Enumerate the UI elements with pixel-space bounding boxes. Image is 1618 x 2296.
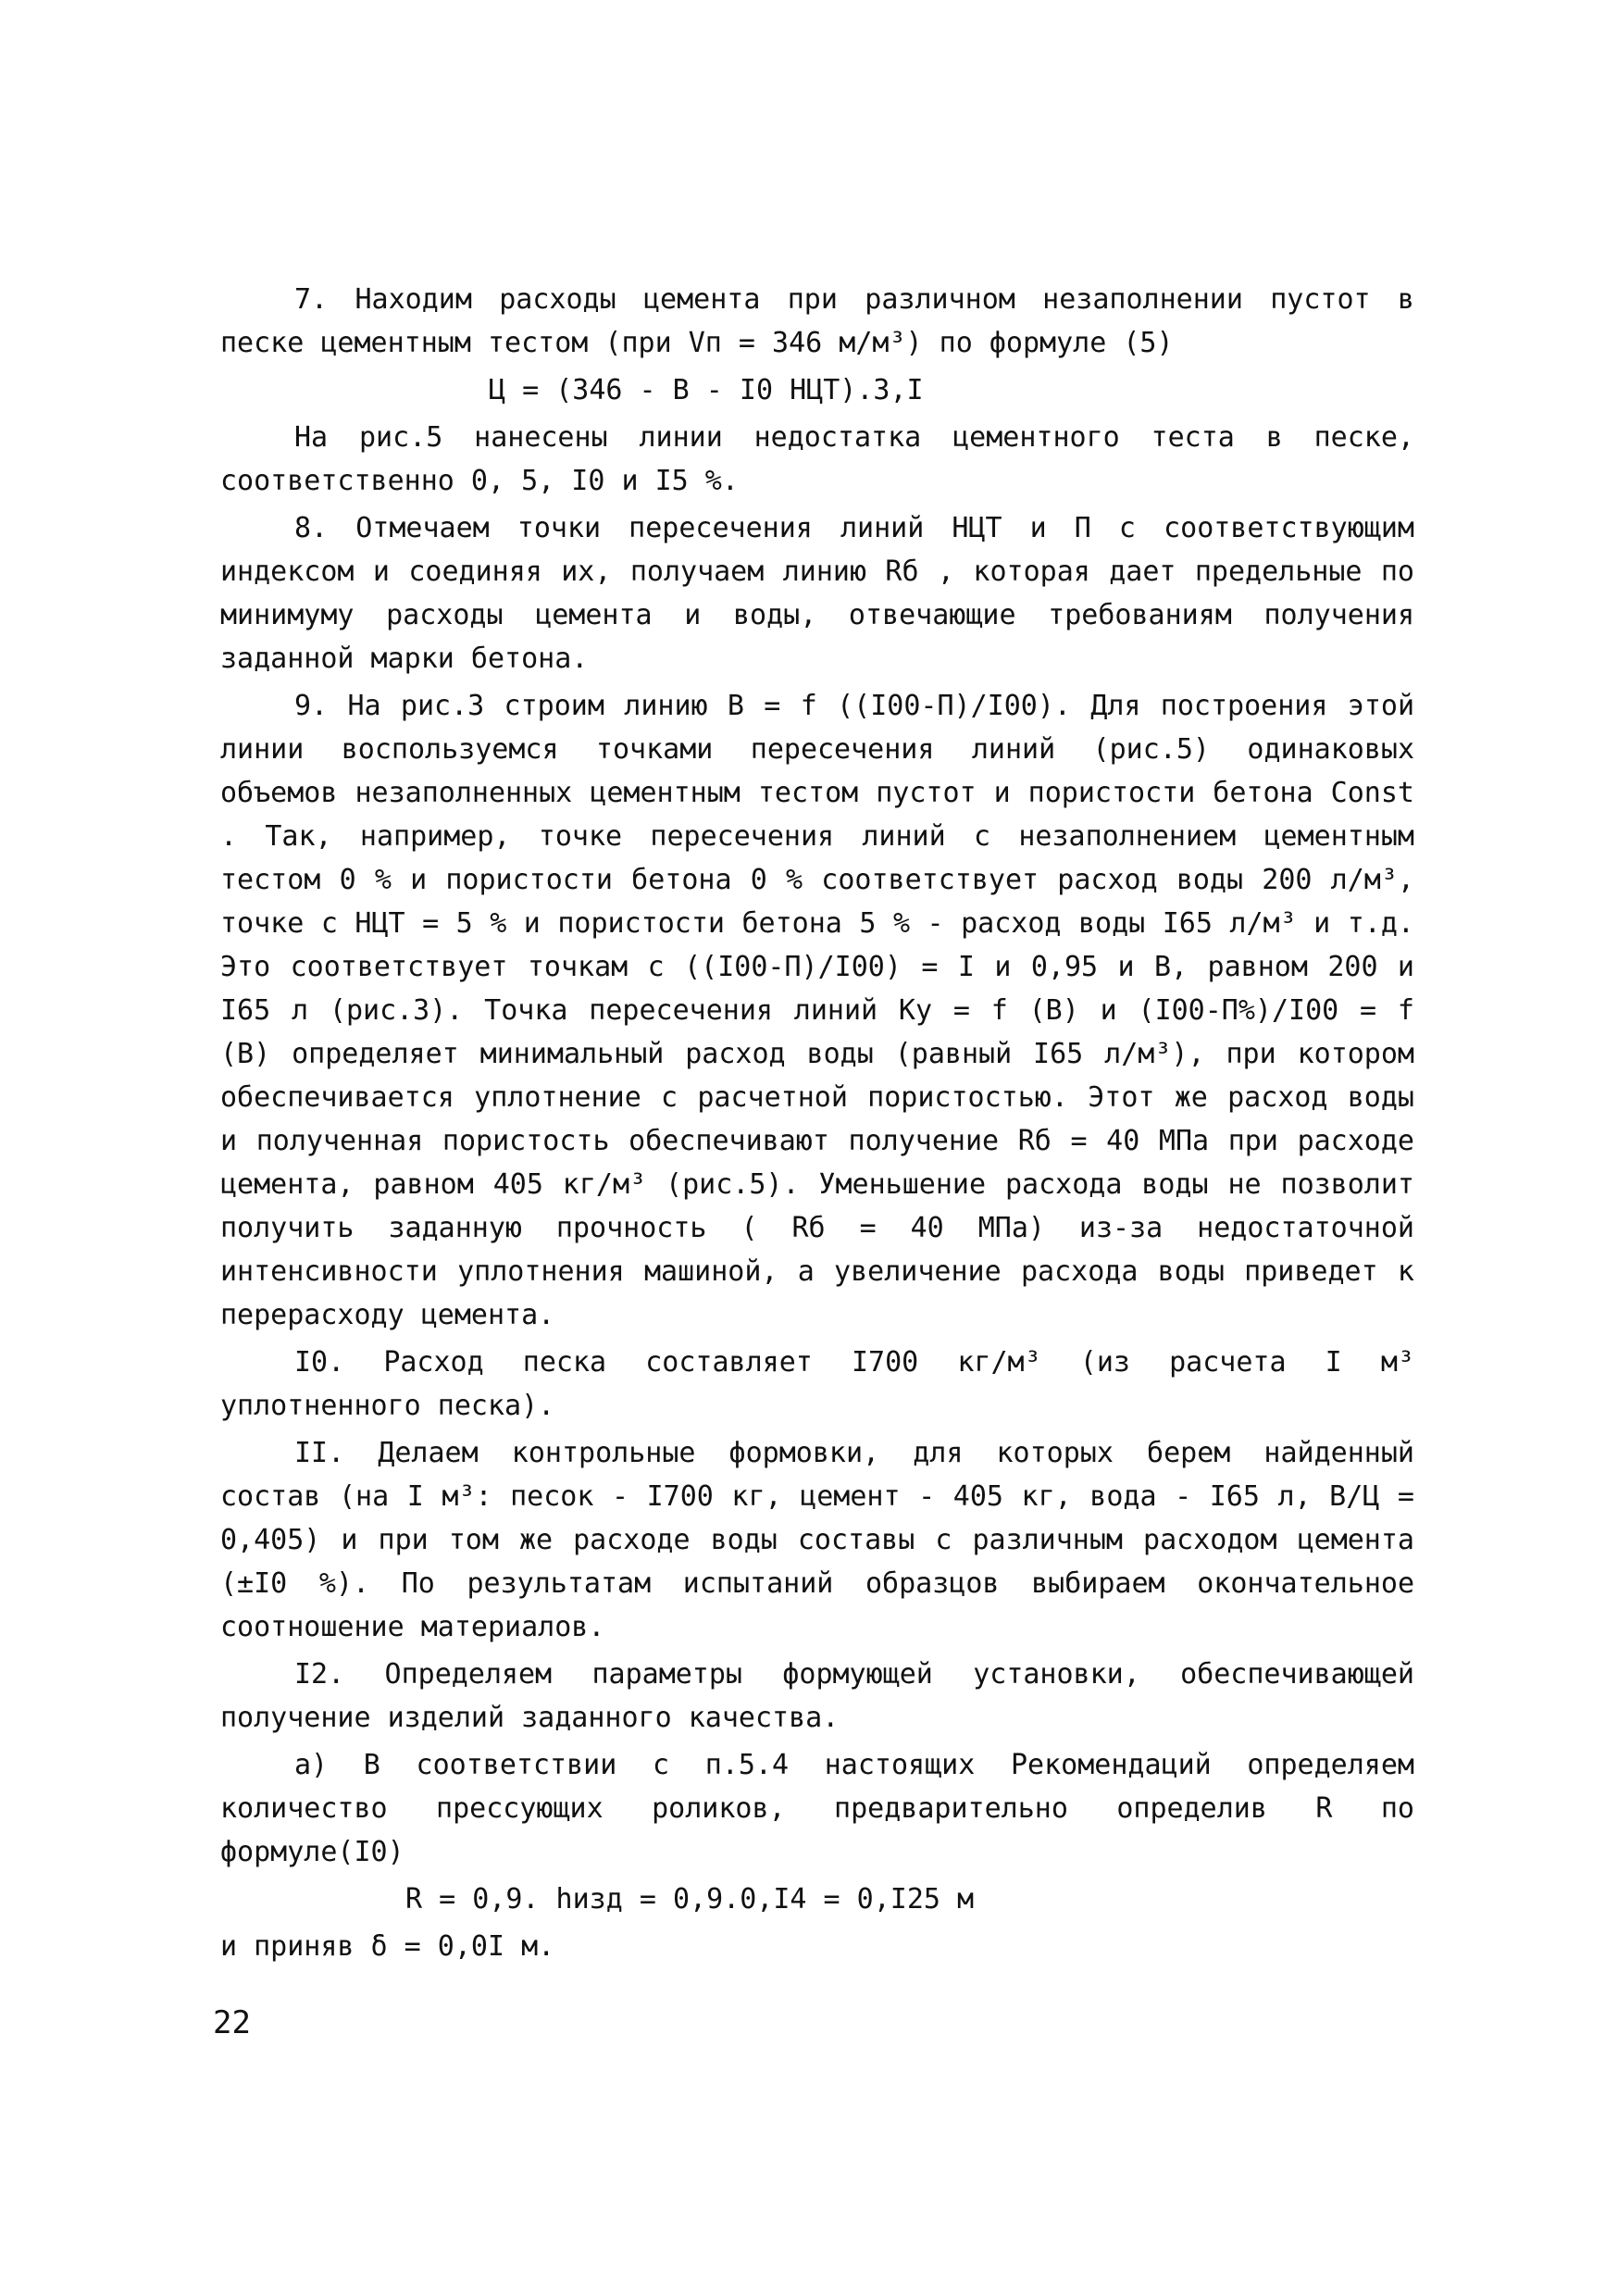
paragraph-7-note: На рис.5 нанесены линии недостатка цементного теста в песке, соответственно 0, 5, I0 и I5 %. [220, 421, 1414, 497]
formula-cement: Ц = (346 - В - I0 НЦТ).3,I [489, 374, 924, 406]
paragraph-12a: а) В соответствии с п.5.4 настоящих Рекомендаций определяем количество прессующих роликов, предварительно определив R по формуле(I0) [220, 1749, 1414, 1868]
paragraph-7: 7. Находим расходы цемента при различном незаполнении пустот в песке цементным тестом (при Vп = 346 м/м³) по формуле (5) [220, 283, 1414, 359]
paragraph-8: 8. Отмечаем точки пересечения линий НЦТ и П с соответствующим индексом и соединяя их, получаем линию Rб , которая дает предельные по минимуму расходы цемента и воды, отвечающие требованиям получения заданной марки бетона. [220, 512, 1414, 675]
paragraph-12b: и приняв δ = 0,0I м. [220, 1930, 555, 1963]
formula-radius: R = 0,9. hизд = 0,9.0,I4 = 0,I25 м [405, 1883, 975, 1915]
paragraph-12: I2. Определяем параметры формующей установки, обеспечивающей получение изделий заданного качества. [220, 1658, 1414, 1734]
paragraph-10: I0. Расход песка составляет I700 кг/м³ (из расчета I м³ уплотненного песка). [220, 1346, 1414, 1422]
paragraph-11: II. Делаем контрольные формовки, для которых берем найденный состав (на I м³: песок - I700 кг, цемент - 405 кг, вода - I65 л, В/Ц = 0,405) и при том же расходе воды составы с различным расходом цемента (±I0 %). По результатам испытаний образцов выбираем окончательное соотношение материалов. [220, 1437, 1414, 1643]
body-text [220, 278, 1414, 1972]
paragraph-9: 9. На рис.3 строим линию В = f ((I00-П)/I00). Для построения этой линии воспользуемся точками пересечения линий (рис.5) одинаковых объемов незаполненных цементным тестом пустот и пористости бетона Const . Так, например, точке пересечения линий с незаполнением цементным тестом 0 % и пористости бетона 0 % соответствует расход воды 200 л/м³, точке с НЦТ = 5 % и пористости бетона 5 % - расход воды I65 л/м³ и т.д. Это соответствует точкам с ((I00-П)/I00) = I и 0,95 и В, равном 200 и I65 л (рис.3). Точка пересечения линий Ку = f (В) и (I00-П%)/I00 = f (В) определяет минимальный расход воды (равный I65 л/м³), при котором обеспечивается уплотнение с расчетной пористостью. Этот же расход воды и полученная пористость обеспечивают получение Rб = 40 МПа при расходе цемента, равном 405 кг/м³ (рис.5). Уменьшение расхода воды не позволит получить заданную прочность ( Rб = 40 МПа) из-за недостаточной интенсивности уплотнения машиной, а увеличение расхода воды приведет к перерасходу цемента. [220, 690, 1414, 1331]
page-number: 22 [213, 2004, 251, 2041]
